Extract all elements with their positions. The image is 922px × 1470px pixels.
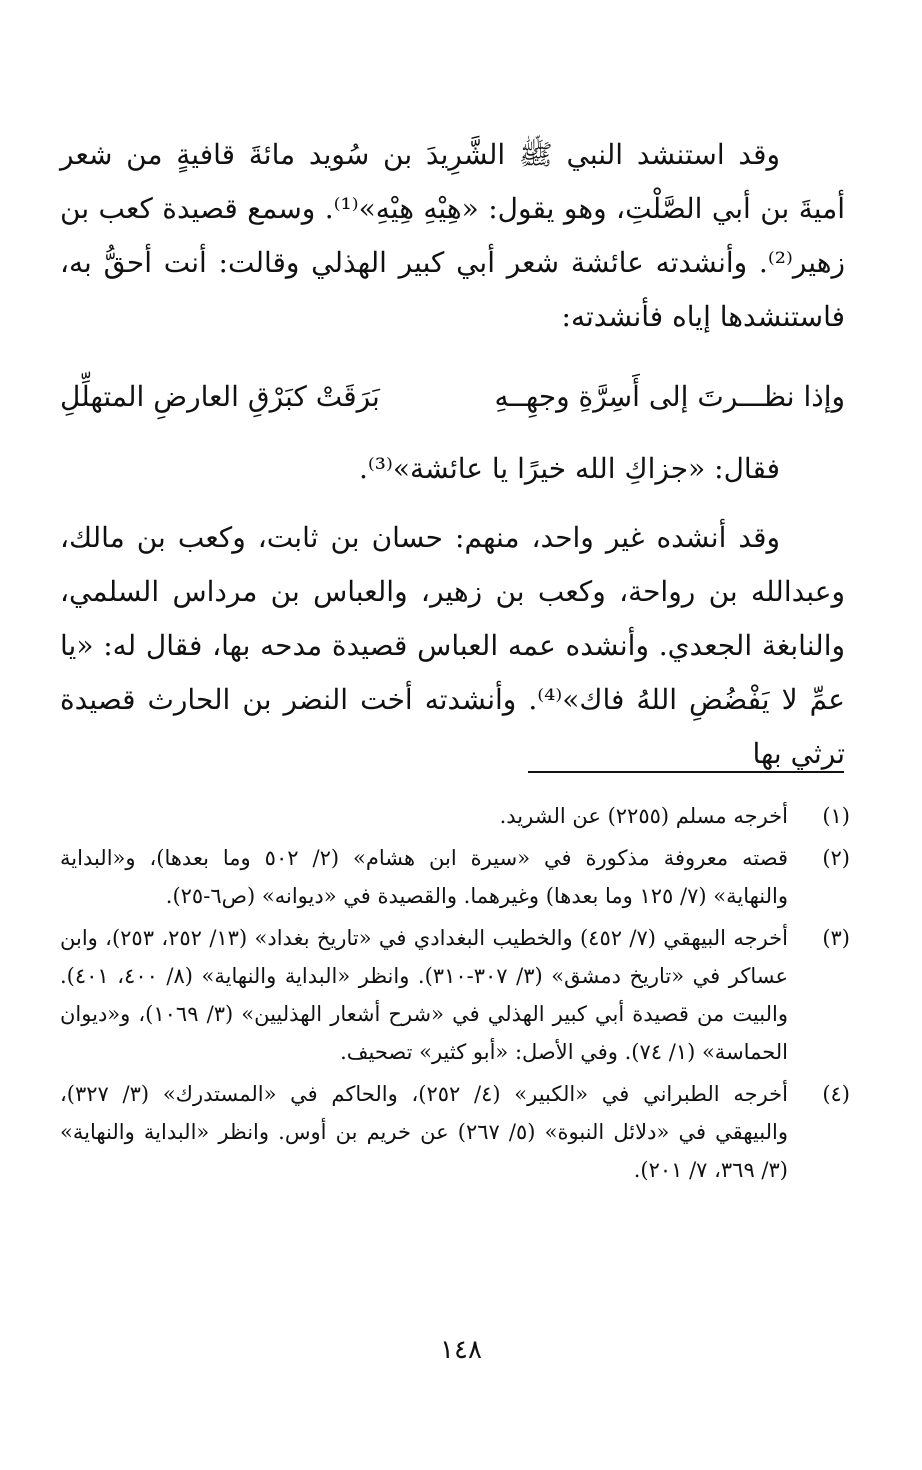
footnote-number: (١): [822, 804, 850, 828]
verse-second-hemistich: بَرَقَتْ كبَرْقِ العارضِ المتهلِّلِ: [60, 380, 380, 413]
poetry-verse: [60, 370, 845, 424]
verse-first-hemistich: وإذا نظـــرتَ إلى أَسِرَّةِ وجهِــهِ: [494, 380, 845, 413]
prophet-reply-line: فقال: «جزاكِ الله خيرًا يا عائشة»⁽³⁾.: [358, 452, 780, 485]
footnote-number: (٤): [822, 1082, 850, 1106]
footnote-text: أخرجه البيهقي (٧/ ٤٥٢) والخطيب البغدادي في «تاريخ بغداد» (١٣/ ٢٥٢، ٢٥٣)، وابن عساكر في «تاريخ دمشق» (٣/ ٣٠٧-٣١٠). وانظر «البداية والنهاية» (٨/ ٤٠٠، ٤٠١). والبيت من قصيدة أبي كبير الهذلي في «شرح أشعار الهذليين» (٣/ ١٠٦٩)، و«ديوان الحماسة» (١/ ٧٤). وفي الأصل: «أبو كثير» تصحيف.: [60, 926, 789, 1064]
footnote-item: [60, 839, 850, 915]
footnote-text: أخرجه مسلم (٢٢٥٥) عن الشريد.: [499, 804, 788, 828]
footnote-item: [60, 919, 850, 1071]
main-paragraph-1: وقد استنشد النبي ﷺ الشَّرِيدَ بن سُويد مائةَ قافيةٍ من شعر أميةَ بن أبي الصَّلْتِ، وهو يقول: «هِيْهِ هِيْهِ»⁽¹⁾. وسمع قصيدة كعب بن زهير⁽²⁾. وأنشدته عائشة شعر أبي كبير الهذلي وقالت: أنت أحقُّ به، فاستنشدها إياه فأنشدته:: [60, 138, 845, 333]
footnote-text: أخرجه الطبراني في «الكبير» (٤/ ٢٥٢)، والحاكم في «المستدرك» (٣/ ٣٢٧)، والبيهقي في «دلائل النبوة» (٥/ ٢٦٧) عن خريم بن أوس. وانظر «البداية والنهاية» (٣/ ٣٦٩، ٧/ ٢٠١).: [60, 1082, 788, 1182]
footnote-text: قصته معروفة مذكورة في «سيرة ابن هشام» (٢/ ٥٠٢ وما بعدها)، و«البداية والنهاية» (٧/ ١٢٥ وما بعدها) وغيرهما. والقصيدة في «ديوانه» (ص٦-٢٥).: [60, 846, 788, 908]
footnote-number: (٣): [822, 926, 850, 950]
main-paragraph-2: وقد أنشده غير واحد، منهم: حسان بن ثابت، وكعب بن مالك، وعبدالله بن رواحة، وكعب بن زهير، والعباس بن مرداس السلمي، والنابغة الجعدي. وأنشده عمه العباس قصيدة مدحه بها، فقال له: «يا عمِّ لا يَفْضُضِ اللهُ فاك»⁽⁴⁾. وأنشدته أخت النضر بن الحارث قصيدة ترثي بها: [60, 521, 846, 770]
page-number: ١٤٨: [440, 1335, 482, 1365]
footnote-separator: [528, 771, 844, 773]
footnote-number: (٢): [822, 846, 850, 870]
footnotes-list: [60, 797, 850, 1193]
footnote-item: [60, 1075, 850, 1189]
footnote-item: [60, 797, 850, 835]
